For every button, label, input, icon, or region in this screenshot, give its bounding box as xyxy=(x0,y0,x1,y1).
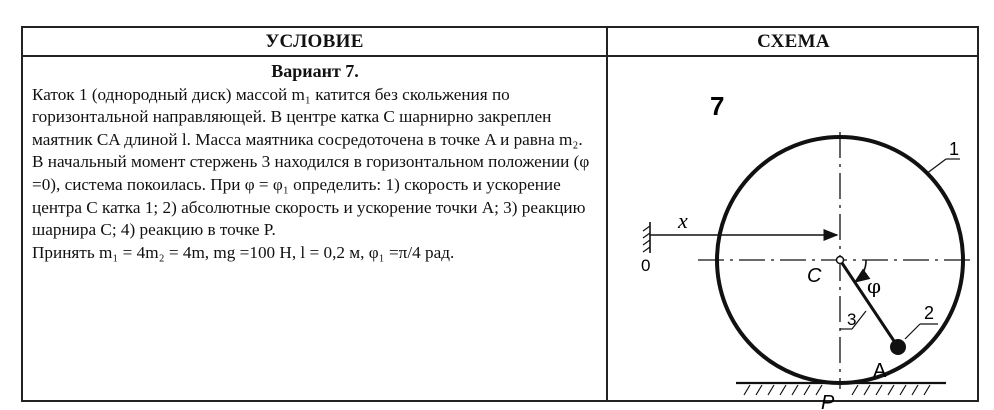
mass-number-label: 2 xyxy=(924,303,935,323)
scheme-header: СХЕМА xyxy=(757,31,830,52)
given-values: Принять m₁ = 4m₂ = 4m, mg =100 H, l = 0,2 м, φ₁ =π/4 рад. xyxy=(32,242,455,262)
hinge-c-label: C xyxy=(807,265,822,287)
label-2-leader xyxy=(905,324,920,339)
roller-number-label: 1 xyxy=(949,139,960,159)
condition-body xyxy=(32,60,598,264)
contact-point-label: P xyxy=(821,392,835,410)
condition-header: УСЛОВИЕ xyxy=(265,31,364,52)
rod-number-label: 3 xyxy=(847,310,857,329)
point-a-label: A xyxy=(873,360,887,382)
mechanism-diagram xyxy=(608,57,979,410)
variant-title: Вариант 7. xyxy=(271,61,359,81)
origin-wall-hatching xyxy=(643,226,650,252)
scheme-panel xyxy=(608,57,979,410)
mass-point-a xyxy=(890,339,906,355)
hinge-c xyxy=(837,257,844,264)
ground-hatching xyxy=(744,385,930,395)
task-card xyxy=(21,26,979,410)
scheme-number: 7 xyxy=(710,91,725,121)
problem-text: Каток 1 (однородный диск) массой m₁ катится без скольжения по горизонтальной направляющей. В центре катка C шарнирно закреплен маятник CA длиной l. Масса маятника сосредоточена в точке A и равна m₂. В начальный момент стержень 3 находился в горизонтальном положении (φ =0), система покоилась. При φ = φ₁ определить: 1) скорость и ускорение центра C катка 1; 2) абсолютные скорость и ускорение точки A; 3) реакцию шарнира C; 4) реакцию в точке P. xyxy=(32,84,590,240)
phi-label: φ xyxy=(867,274,882,298)
phi-angle-arc xyxy=(855,260,866,282)
x-label: x xyxy=(678,208,688,233)
label-1-leader xyxy=(926,159,946,174)
origin-label: 0 xyxy=(641,256,651,275)
